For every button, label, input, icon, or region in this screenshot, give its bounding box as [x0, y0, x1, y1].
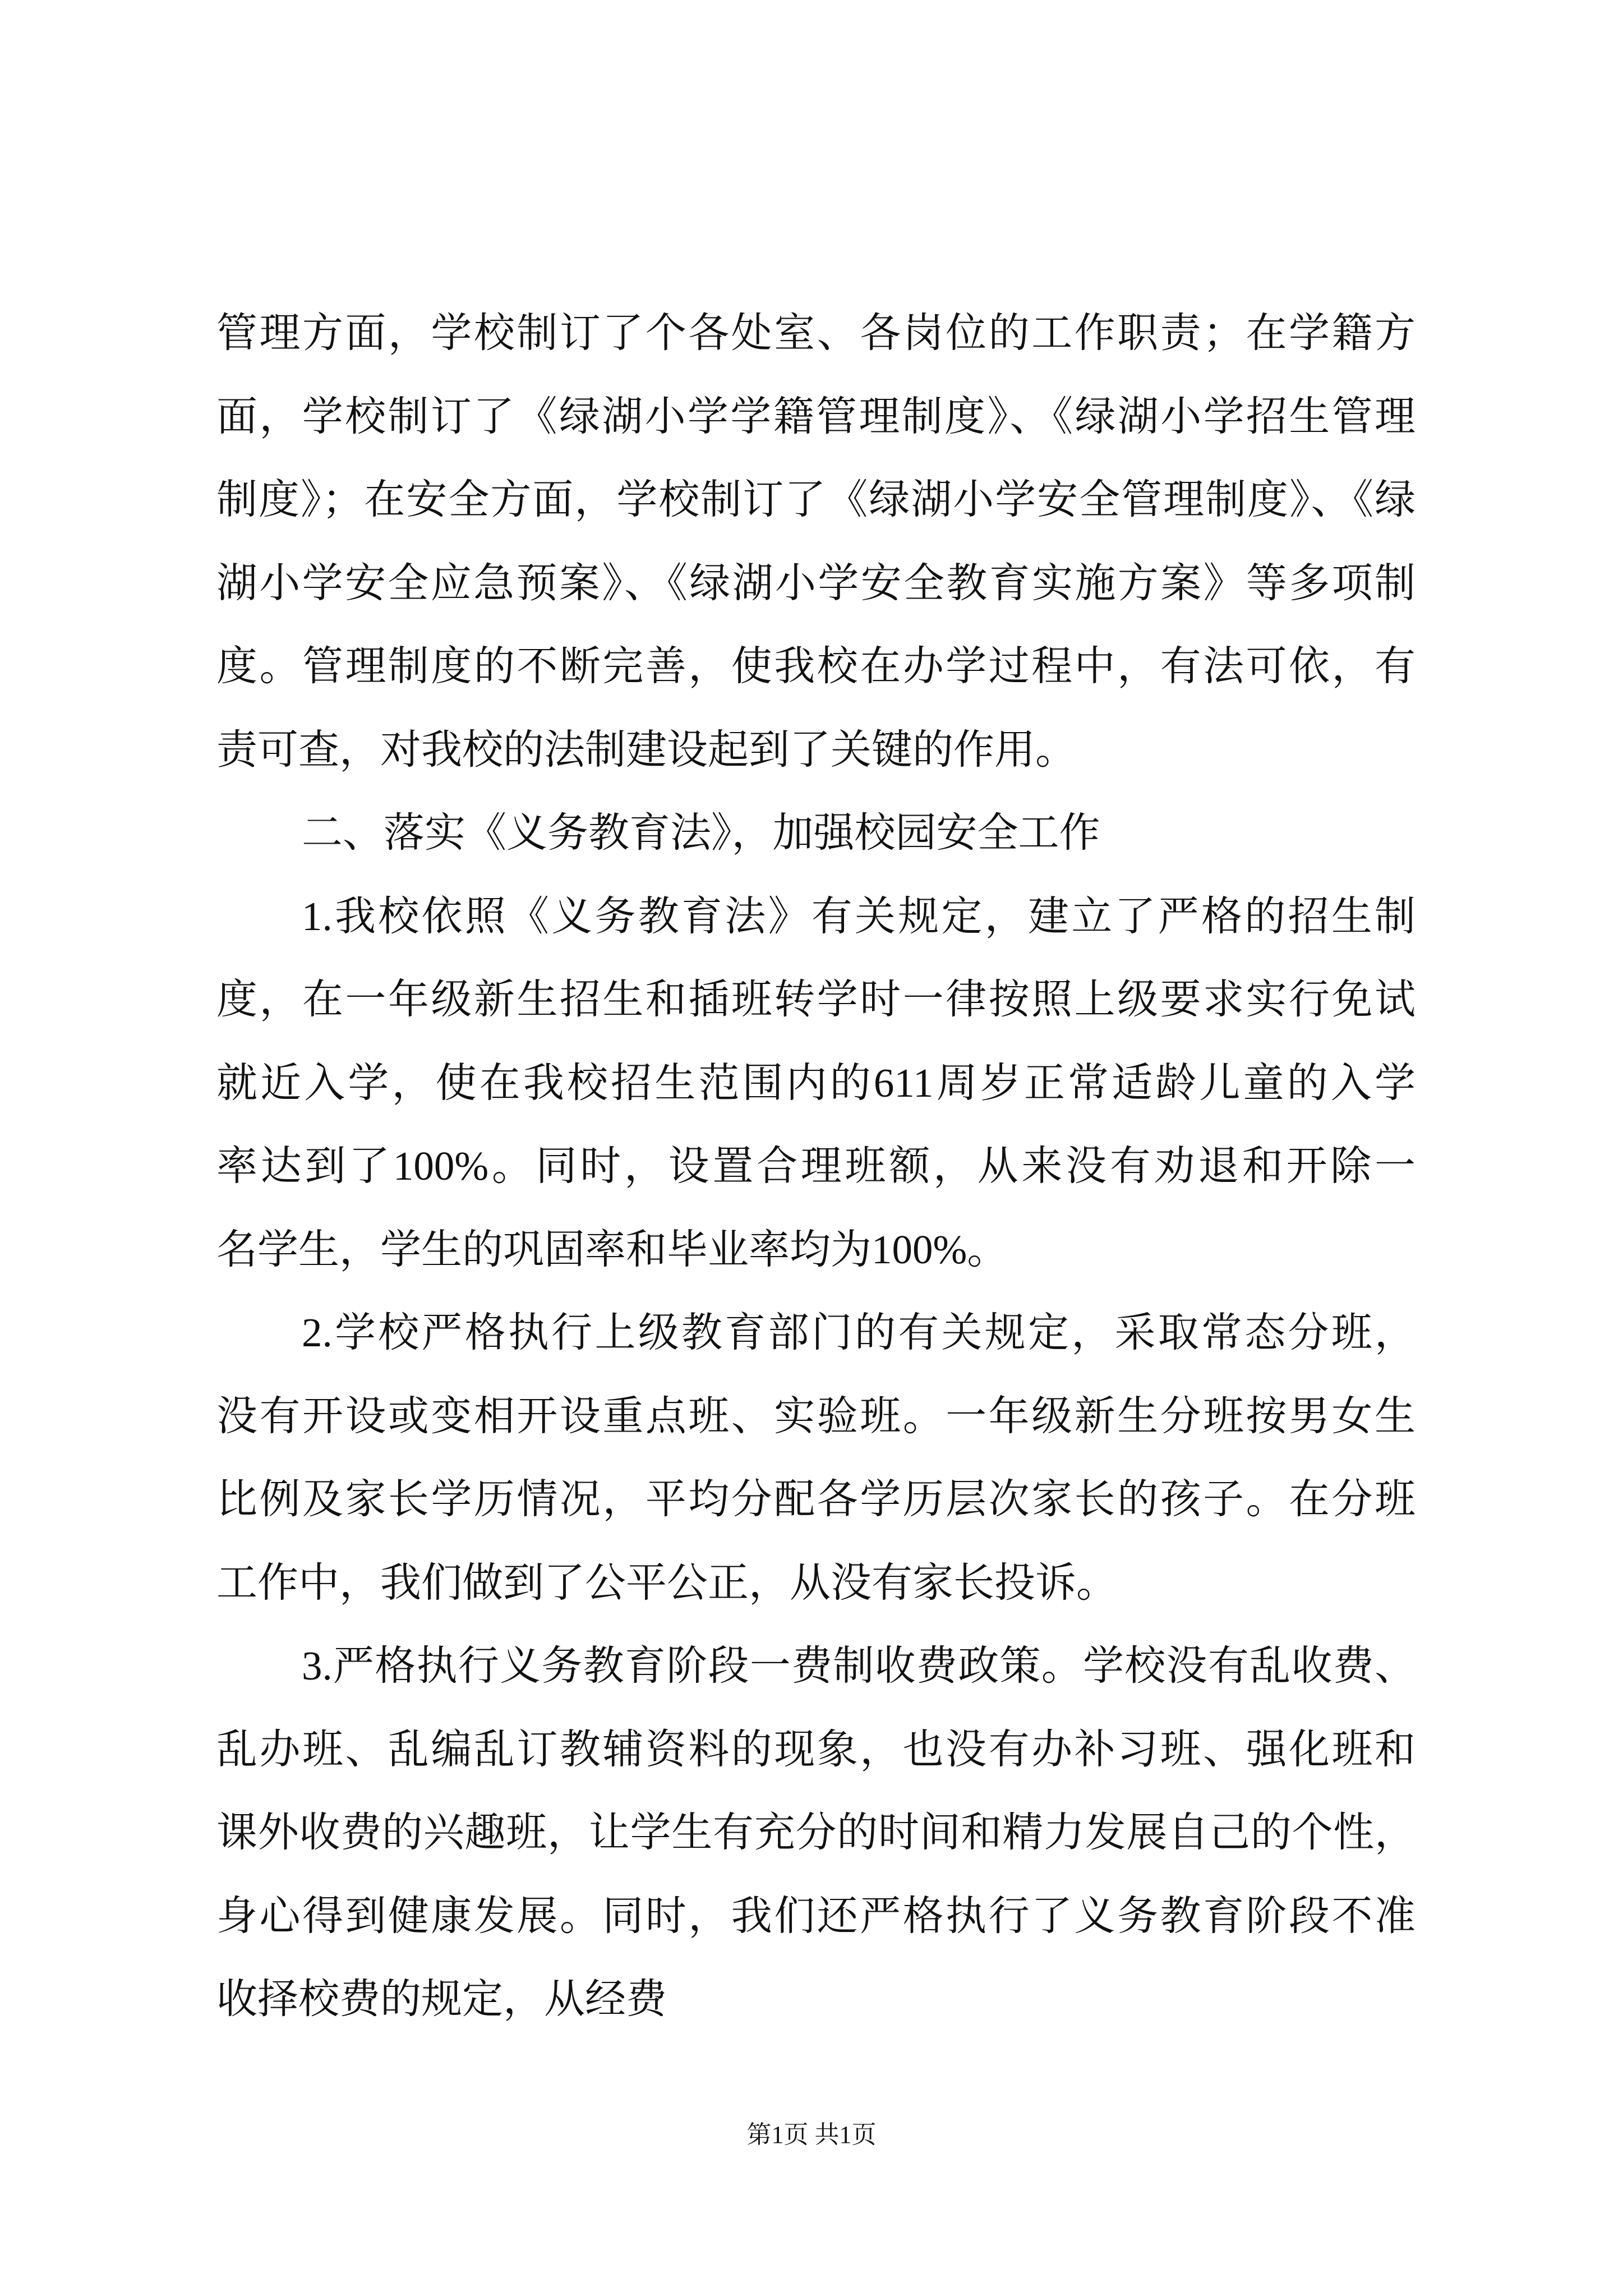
body-line: 收择校费的规定，从经费: [216, 1976, 667, 2022]
body-line: 责可查，对我校的法制建设起到了关键的作用。: [216, 726, 1076, 772]
body-line: 乱办班、乱编乱订教辅资料的现象，也没有办补习班、强化班和: [216, 1726, 1415, 1772]
body-line: 没有开设或变相开设重点班、实验班。一年级新生分班按男女生: [216, 1393, 1415, 1439]
body-line: 2.学校严格执行上级教育部门的有关规定，采取常态分班，: [302, 1310, 1415, 1355]
body-line: 率达到了100%。同时，设置合理班额，从来没有劝退和开除一: [216, 1143, 1415, 1189]
body-line: 度，在一年级新生招生和插班转学时一律按照上级要求实行免试: [216, 977, 1415, 1022]
page-number-label: 第1页 共1页: [746, 2121, 877, 2148]
continued-paragraph: [216, 292, 1415, 792]
body-line: 比例及家长学历情况，平均分配各学历层次家长的孩子。在分班: [216, 1476, 1415, 1522]
body-line: 管理方面，学校制订了个各处室、各岗位的工作职责；在学籍方: [216, 310, 1415, 356]
body-line: 名学生，学生的巩固率和毕业率均为100%。: [216, 1226, 1008, 1272]
page-footer: [0, 2118, 1623, 2152]
document-body: [216, 292, 1415, 2041]
body-line: 制度》；在安全方面，学校制订了《绿湖小学安全管理制度》、《绿: [216, 477, 1415, 522]
body-line: 就近入学，使在我校招生范围内的611周岁正常适龄儿童的入学: [216, 1060, 1415, 1106]
body-line: 湖小学安全应急预案》、《绿湖小学安全教育实施方案》等多项制: [216, 560, 1415, 606]
body-line: 面，学校制订了《绿湖小学学籍管理制度》、《绿湖小学招生管理: [216, 393, 1415, 439]
body-line: 1.我校依照《义务教育法》有关规定，建立了严格的招生制: [302, 893, 1415, 939]
body-line: 3.严格执行义务教育阶段一费制收费政策。学校没有乱收费、: [302, 1643, 1415, 1688]
body-line: 身心得到健康发展。同时，我们还严格执行了义务教育阶段不准: [216, 1893, 1415, 1939]
section-heading: 二、落实《义务教育法》，加强校园安全工作: [302, 810, 1100, 855]
body-line: 度。管理制度的不断完善，使我校在办学过程中，有法可依，有: [216, 643, 1415, 689]
body-line: 工作中，我们做到了公平公正，从没有家长投诉。: [216, 1559, 1117, 1605]
numbered-item-1: [216, 875, 1415, 1292]
numbered-item-3: [216, 1625, 1415, 2041]
body-line: 课外收费的兴趣班，让学生有充分的时间和精力发展自己的个性，: [216, 1810, 1415, 1855]
numbered-item-2: [216, 1291, 1415, 1625]
